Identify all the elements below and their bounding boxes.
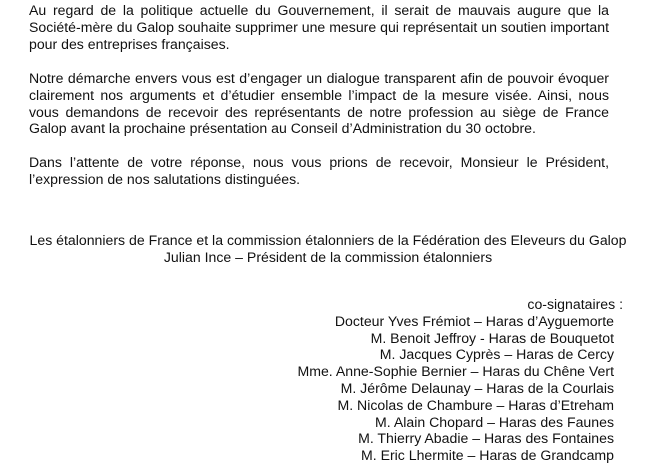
- paragraph-dialogue-request: [29, 70, 609, 137]
- signature-signatory: Julian Ince – Président de la commission étalonniers: [163, 249, 493, 265]
- cosignatory: Docteur Yves Frémiot – Haras d’Ayguemorte: [334, 312, 614, 329]
- text-line: pour des entreprises françaises.: [29, 35, 230, 52]
- cosignatory: M. Alain Chopard – Haras des Faunes: [375, 413, 614, 430]
- text-line: Dans l’attente de votre réponse, nous vous prions de recevoir, Monsieur le Président,: [29, 154, 609, 170]
- text-line: Notre démarche envers vous est d’engager un dialogue transparent afin de pouvoir évoquer: [29, 70, 609, 86]
- cosignatories-list: [297, 296, 623, 464]
- cosignatory: M. Benoit Jeffroy - Haras de Bouquetot: [370, 329, 614, 346]
- text-line: Société-mère du Galop souhaite supprimer une mesure qui représentait un soutien important: [29, 18, 609, 35]
- text-line: l’expression de nos salutations distinguées.: [29, 170, 301, 187]
- cosignatory: Mme. Anne-Sophie Bernier – Haras du Chêne Vert: [297, 363, 614, 380]
- cosignatory: M. Jacques Cyprès – Haras de Cercy: [379, 346, 614, 363]
- signature-organizations: Les étalonniers de France et la commission étalonniers de la Fédération des Eleveurs du Galop: [29, 232, 627, 248]
- cosignatory: M. Nicolas de Chambure – Haras d’Etreham: [337, 396, 614, 413]
- cosignatory: M. Eric Lhermite – Haras de Grandcamp: [361, 447, 614, 464]
- paragraph-closing-salutation: [29, 154, 609, 188]
- text-line: clairement nos arguments et d’étudier ensemble l’impact de la mesure visée. Ainsi, nous: [29, 86, 609, 103]
- text-line: Galop avant la prochaine présentation au Conseil d’Administration du 30 octobre.: [29, 120, 536, 137]
- text-line: Au regard de la politique actuelle du Gouvernement, il serait de mauvais augure que la: [29, 2, 609, 18]
- text-line: vous demandons de recevoir des représentants de notre profession au siège de France: [29, 103, 609, 120]
- cosignatory: M. Thierry Abadie – Haras des Fontaines: [358, 430, 614, 447]
- cosignatories-heading: co-signataires :: [527, 296, 623, 312]
- cosignatory: M. Jérôme Delaunay – Haras de la Courlais: [340, 379, 614, 396]
- paragraph-government-policy: [29, 2, 609, 52]
